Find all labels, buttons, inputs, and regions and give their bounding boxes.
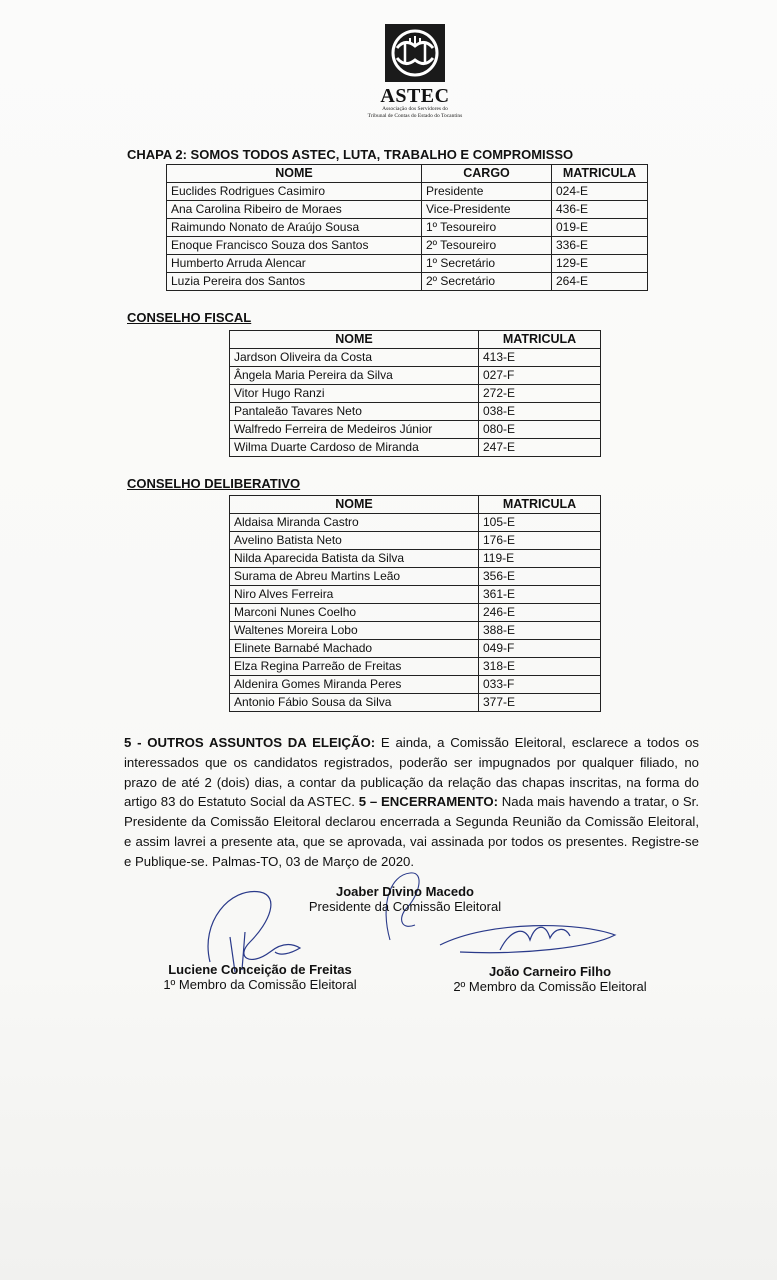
member2-signature-block — [430, 964, 670, 994]
table-cell: Niro Alves Ferreira — [230, 586, 479, 604]
table-cell: 413-E — [479, 349, 601, 367]
table-cell: 038-E — [479, 403, 601, 421]
table-cell: 105-E — [479, 514, 601, 532]
org-subtitle-1: Associação dos Servidores do — [382, 106, 448, 112]
column-header: NOME — [230, 496, 479, 514]
table-header-row — [230, 496, 601, 514]
table-cell: Raimundo Nonato de Araújo Sousa — [167, 219, 422, 237]
table-row — [230, 514, 601, 532]
member1-signature-block — [140, 962, 380, 992]
table-cell: Jardson Oliveira da Costa — [230, 349, 479, 367]
table-cell: Walfredo Ferreira de Medeiros Júnior — [230, 421, 479, 439]
president-signature-block — [290, 884, 520, 914]
table-cell: Humberto Arruda Alencar — [167, 255, 422, 273]
table-cell: 272-E — [479, 385, 601, 403]
table-cell: 336-E — [552, 237, 648, 255]
table-row — [230, 586, 601, 604]
table-cell: Elinete Barnabé Machado — [230, 640, 479, 658]
table-cell: Avelino Batista Neto — [230, 532, 479, 550]
letterhead — [330, 22, 500, 120]
signature-scribble-3 — [430, 910, 630, 970]
table-cell: 049-F — [479, 640, 601, 658]
column-header: MATRICULA — [552, 165, 648, 183]
table-row — [167, 219, 648, 237]
table-cell: 356-E — [479, 568, 601, 586]
president-role: Presidente da Comissão Eleitoral — [308, 899, 502, 914]
table-row — [230, 385, 601, 403]
table-row — [167, 237, 648, 255]
table-row — [230, 349, 601, 367]
column-header: NOME — [230, 331, 479, 349]
table-cell: Presidente — [422, 183, 552, 201]
table-cell: Wilma Duarte Cardoso de Miranda — [230, 439, 479, 457]
table-row — [167, 201, 648, 219]
table-cell: Aldenira Gomes Miranda Peres — [230, 676, 479, 694]
table-cell: Enoque Francisco Souza dos Santos — [167, 237, 422, 255]
table-row — [230, 676, 601, 694]
table-cell: 019-E — [552, 219, 648, 237]
column-header: MATRICULA — [479, 331, 601, 349]
table-row — [230, 640, 601, 658]
table-cell: 2º Tesoureiro — [422, 237, 552, 255]
table-cell: 027-F — [479, 367, 601, 385]
table-cell: 1º Tesoureiro — [422, 219, 552, 237]
fiscal-table — [229, 330, 601, 457]
table-row — [230, 403, 601, 421]
heading-outros-assuntos: 5 - OUTROS ASSUNTOS DA ELEIÇÃO: — [124, 735, 376, 750]
table-row — [230, 532, 601, 550]
table-row — [167, 255, 648, 273]
table-cell: 318-E — [479, 658, 601, 676]
table-cell: 1º Secretário — [422, 255, 552, 273]
table-cell: 247-E — [479, 439, 601, 457]
table-row — [230, 439, 601, 457]
org-name: ASTEC — [380, 85, 450, 107]
table-cell: Marconi Nunes Coelho — [230, 604, 479, 622]
table-cell: Ana Carolina Ribeiro de Moraes — [167, 201, 422, 219]
member1-name: Luciene Conceição de Freitas — [168, 962, 352, 977]
column-header: NOME — [167, 165, 422, 183]
table-cell: Nilda Aparecida Batista da Silva — [230, 550, 479, 568]
heading-encerramento: 5 – ENCERRAMENTO: — [358, 794, 498, 810]
column-header: MATRICULA — [479, 496, 601, 514]
table-cell: 129-E — [552, 255, 648, 273]
table-cell: 024-E — [552, 183, 648, 201]
org-subtitle-2: Tribunal de Contas do Estado do Tocantins — [367, 113, 463, 119]
chapa-title: CHAPA 2: SOMOS TODOS ASTEC, LUTA, TRABALHO E COMPROMISSO — [127, 147, 574, 162]
table-row — [167, 273, 648, 291]
chapa-table — [166, 164, 648, 291]
table-cell: Antonio Fábio Sousa da Silva — [230, 694, 479, 712]
deliberativo-title: CONSELHO DELIBERATIVO — [127, 476, 301, 491]
table-row — [230, 367, 601, 385]
fiscal-title: CONSELHO FISCAL — [127, 310, 252, 325]
table-row — [230, 622, 601, 640]
table-cell: Vice-Presidente — [422, 201, 552, 219]
astec-logo — [383, 22, 447, 84]
table-cell: 388-E — [479, 622, 601, 640]
text-outros-assuntos: E ainda, a Comissão Eleitoral, esclarece a todos os interessados que os candidatos registrados, poderão ser impugnados por qualquer filiado, no prazo de até 2 (dois) dias, a contar da publicação da relação das chapas inscritas, na forma do artigo 83 do Estatuto Social da ASTEC. — [124, 735, 699, 810]
table-cell: 246-E — [479, 604, 601, 622]
table-cell: Pantaleão Tavares Neto — [230, 403, 479, 421]
president-name: Joaber Divino Macedo — [336, 884, 474, 899]
table-row — [230, 604, 601, 622]
table-cell: 2º Secretário — [422, 273, 552, 291]
table-cell: Ângela Maria Pereira da Silva — [230, 367, 479, 385]
text-encerramento: Nada mais havendo a tratar, o Sr. Presidente da Comissão Eleitoral declarou encerrada a Segunda Reunião da Comissão Eleitoral, e assim lavrei a presente ata, que se aprovada, vai assinada por todos os presentes. Registre-se e Publique-se. Palmas-TO, 03 de Março de 2020. — [124, 794, 699, 869]
member2-role: 2º Membro da Comissão Eleitoral — [453, 979, 647, 994]
table-row — [230, 568, 601, 586]
table-cell: 033-F — [479, 676, 601, 694]
table-header-row — [230, 331, 601, 349]
table-header-row — [167, 165, 648, 183]
table-row — [230, 550, 601, 568]
table-cell: 119-E — [479, 550, 601, 568]
table-row — [230, 421, 601, 439]
deliberativo-table — [229, 495, 601, 712]
table-cell: 377-E — [479, 694, 601, 712]
table-cell: 080-E — [479, 421, 601, 439]
table-cell: 176-E — [479, 532, 601, 550]
table-cell: 436-E — [552, 201, 648, 219]
table-cell: 361-E — [479, 586, 601, 604]
table-cell: 264-E — [552, 273, 648, 291]
member1-role: 1º Membro da Comissão Eleitoral — [163, 977, 357, 992]
table-cell: Vitor Hugo Ranzi — [230, 385, 479, 403]
table-row — [167, 183, 648, 201]
table-cell: Aldaisa Miranda Castro — [230, 514, 479, 532]
table-cell: Elza Regina Parreão de Freitas — [230, 658, 479, 676]
closing-paragraph — [124, 733, 699, 872]
table-cell: Luzia Pereira dos Santos — [167, 273, 422, 291]
member2-name: João Carneiro Filho — [488, 964, 612, 979]
table-cell: Euclides Rodrigues Casimiro — [167, 183, 422, 201]
table-row — [230, 694, 601, 712]
table-cell: Waltenes Moreira Lobo — [230, 622, 479, 640]
table-cell: Surama de Abreu Martins Leão — [230, 568, 479, 586]
column-header: CARGO — [422, 165, 552, 183]
table-row — [230, 658, 601, 676]
